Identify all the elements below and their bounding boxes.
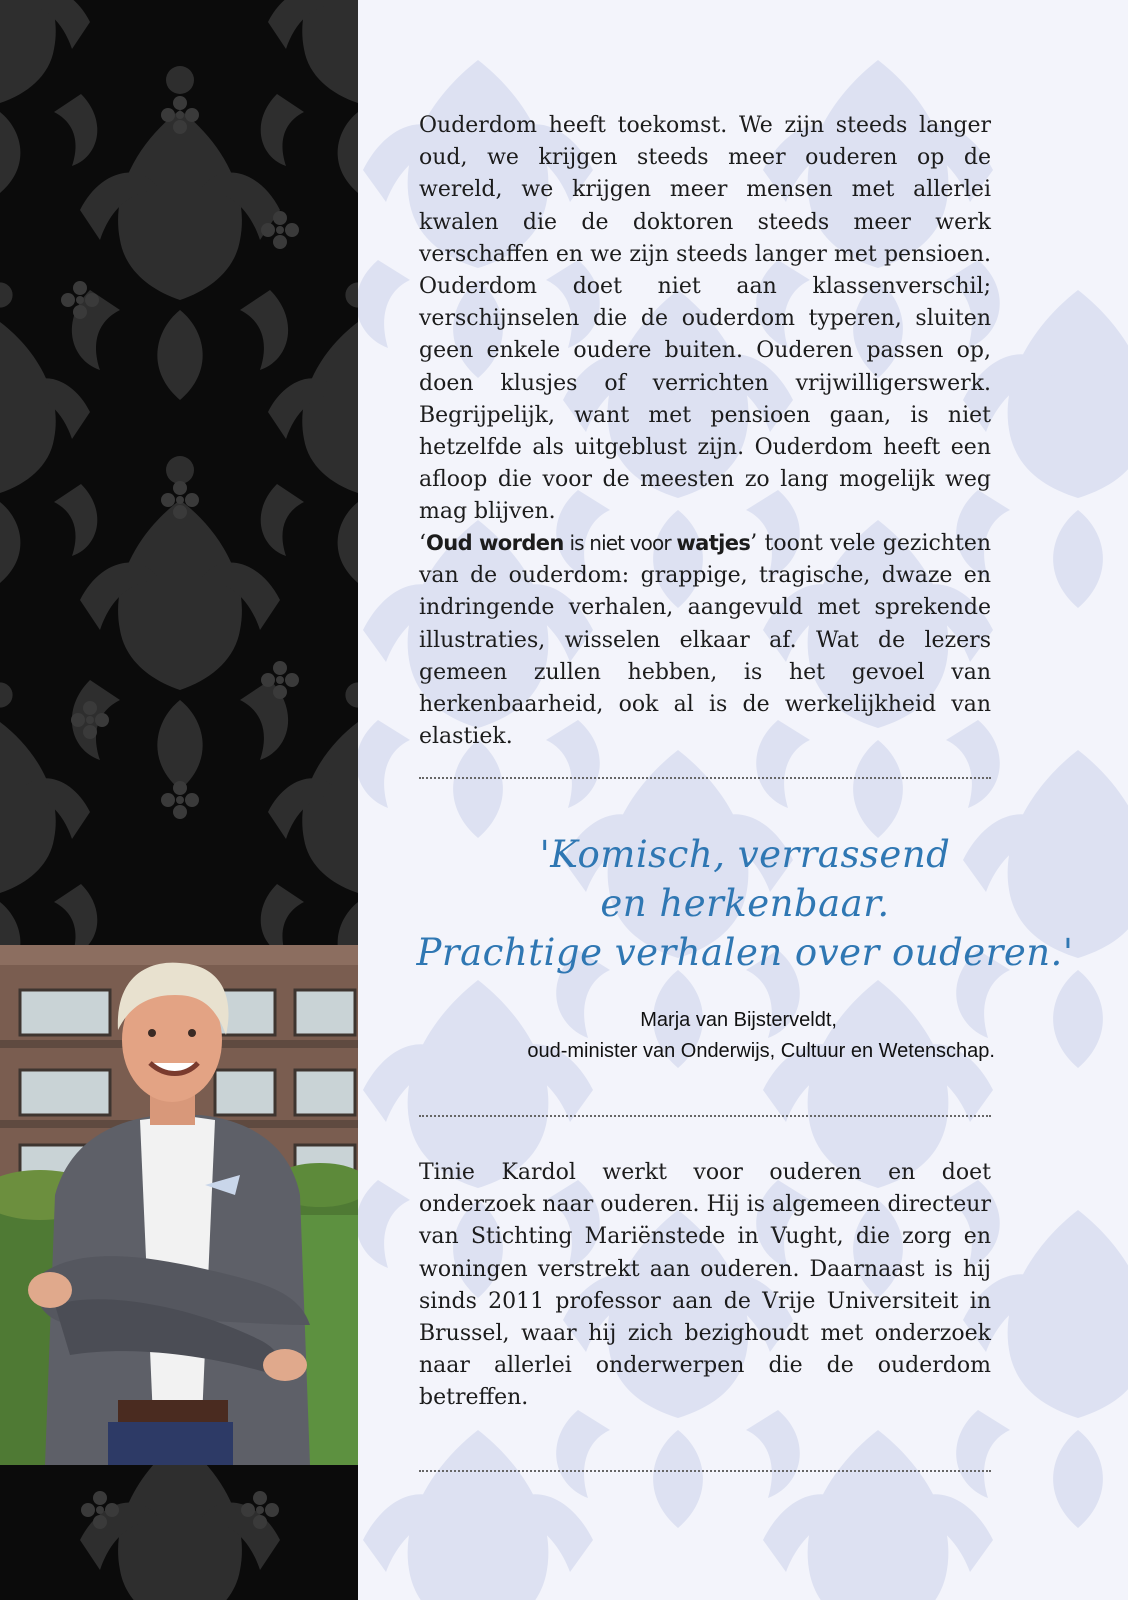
author-bio-paragraph: Tinie Kardol werkt voor ouderen en doet onderzoek naar ouderen. Hij is algemeen directeur van Stichting Mariënstede in Vught, die zorg en woningen verstrekt aan ouderen. Daarnaast is hij sinds 2011 professor aan de Vrije Universiteit in Brussel, waar hij zich bezighoudt met onderzoek naar allerlei onderwerpen die de ouderdom betreffen. — [419, 1160, 991, 1411]
dotted-divider — [419, 1470, 991, 1472]
dotted-divider — [419, 1115, 991, 1117]
intro-paragraph: Ouderdom heeft toekomst. We zijn steeds langer oud, we krijgen steeds meer ouderen op de wereld, we krijgen meer mensen met allerlei kwalen die de doktoren steeds meer werk verschaffen en we zijn steeds langer met pensioen. Ouderdom doet niet aan klassenverschil; verschijnselen die de ouderdom typeren, sluiten geen enkele oudere buiten. Ouderen passen op, doen klusjes of verrichten vrijwilligerswerk. Begrijpelijk, want met pensioen gaan, is niet hetzelfde als uitgeblust zijn. Ouderdom heeft een afloop die voor de meesten zo lang mogelijk weg mag blijven. — [419, 113, 991, 525]
quote-line-2: en herkenbaar. — [600, 882, 890, 925]
book-title-part2: is niet voor — [563, 531, 677, 555]
quote-author-role: oud-minister van Onderwijs, Cultuur en Wetenschap. — [527, 1040, 995, 1062]
quote-author: Marja van Bijsterveldt, — [640, 1009, 837, 1031]
dotted-divider — [419, 777, 991, 779]
quote-line-1: 'Komisch, verrassend — [539, 833, 951, 876]
quote-attribution — [400, 1005, 995, 1067]
book-title-part3: watjes — [676, 531, 751, 555]
book-description-paragraph — [419, 527, 991, 753]
book-title-part1: Oud worden — [426, 531, 564, 555]
close-quote-mark: ’ — [750, 531, 758, 556]
book-description-text: toont vele gezichten van de ouderdom: grappige, tragische, dwaze en indringende verhalen, aangevuld met sprekende illustraties, wisselen elkaar af. Wat de lezers gemeen zullen hebben, is het gevoel van herkenbaarheid, ook al is de werkelijkheid van elastiek. — [419, 531, 992, 750]
quote-line-3: Prachtige verhalen over ouderen.' — [416, 931, 1074, 974]
author-photo — [0, 945, 358, 1465]
author-photo-illustration — [0, 945, 358, 1465]
review-quote — [380, 830, 1110, 977]
open-quote-mark: ‘ — [419, 531, 426, 556]
